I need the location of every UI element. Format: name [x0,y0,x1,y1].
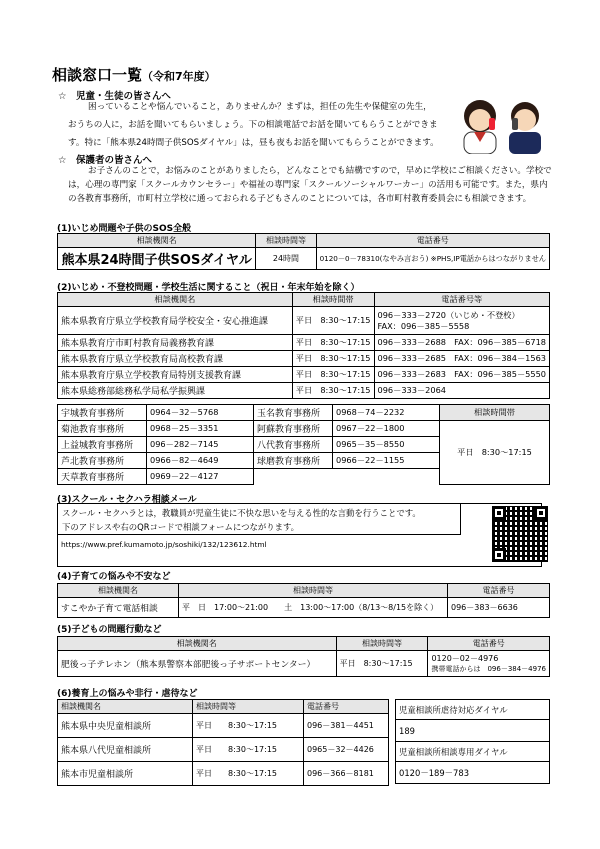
header-name: 相談機関名 [58,293,293,307]
office-name: 玉名教育事務所 [254,405,333,421]
hours: 平日 8:30～17:15 [292,351,374,367]
section-5-label: (5)子どもの問題行動など [57,625,162,635]
section-6-label: (6)養育上の悩みや非行・虐待など [57,689,198,699]
agency-name: 熊本県教育庁県立学校教育局高校教育課 [58,351,293,367]
office-name: 阿蘇教育事務所 [254,421,333,437]
hours: 平日 8:30～17:15 [193,738,304,762]
description-line-2: 下のアドレスや右のQRコードで相談フォームにつながります。 [62,522,300,532]
section-6-side-table [395,699,550,784]
agency-name: 熊本県教育庁県立学校教育局特別支援教育課 [58,367,293,383]
agency-name: 熊本市児童相談所 [58,762,193,786]
header-phone: 電話番号 [304,700,389,714]
phone-number: 096－333－2064 [374,383,549,399]
phone-number: 0120－0－78310(なやみ言おう) ※PHS,IP電話からはつながりません [316,248,549,270]
office-phone: 0964－32－5768 [147,405,254,421]
consultation-url-link[interactable]: https://www.pref.kumamoto.jp/soshiki/132/123612.html [61,540,267,549]
hours: 平 日 17:00～21:00 土 13:00～17:00（8/13～8/15を除く） [179,598,448,618]
phone-number: 096－333－2683 FAX：096－385－5550 [374,367,549,383]
header-name: 相談機関名 [58,234,256,248]
header-hours: 相談時間帯 [292,293,374,307]
section-1-table [57,233,550,270]
agency-name: 熊本県教育庁市町村教育局義務教育課 [58,335,293,351]
office-phone: 0968－25－3351 [147,421,254,437]
hours: 平日 8:30～17:15 [292,307,374,335]
children-phone-illustration [455,94,550,154]
section-3-description [57,503,461,535]
section-6-table [57,699,389,786]
page-title: 相談窓口一覧（令和7年度） [52,66,216,84]
hours: 平日 8:30～17:15 [292,383,374,399]
section-4-label: (4)子育ての悩みや不安など [57,572,171,582]
agency-name: 熊本県八代児童相談所 [58,738,193,762]
students-text-2: おうちの人に，お話を聞いてもらいましょう。下の相談電話でお話を聞いてもらうことができま [68,120,438,130]
hours: 平日 8:30～17:15 [193,714,304,738]
agency-name: 熊本県総務部総務私学局私学振興課 [58,383,293,399]
agency-name: 肥後っ子テレホン（熊本県警察本部肥後っ子サポートセンター） [58,651,337,677]
header-name: 相談機関名 [58,637,337,651]
hours: 平日 8:30～17:15 [193,762,304,786]
agency-name: 熊本県中央児童相談所 [58,714,193,738]
header-phone: 電話番号 [316,234,549,248]
header-phone: 電話番号 [428,637,550,651]
phone-number: 096－383－6636 [448,598,550,618]
phone-number: 096－366－8181 [304,762,389,786]
hotline-name: 児童相談所相談専用ダイヤル [396,742,550,762]
header-phone: 電話番号 [448,584,550,598]
qr-code[interactable] [492,506,548,562]
office-hours: 平日 8:30～17:15 [440,421,550,485]
hotline-name: 児童相談所虐待対応ダイヤル [396,700,550,720]
section-2-table [57,292,550,399]
office-name: 上益城教育事務所 [58,437,147,453]
header-hours: 相談時間等 [179,584,448,598]
header-name: 相談機関名 [58,700,193,714]
section-2-label: (2)いじめ・不登校問題・学校生活に関すること（祝日・年末年始を除く） [57,283,360,293]
hours: 平日 8:30～17:15 [292,367,374,383]
section-1-label: (1)いじめ問題や子供のSOS全般 [57,224,192,234]
header-name: 相談機関名 [58,584,179,598]
section-4-table [57,583,550,618]
students-text-1: 困っていることや悩んでいること，ありませんか？まずは，担任の先生や保健室の先生， [88,102,432,112]
boy-figure [509,102,541,154]
parents-heading: ☆ 保護者の皆さんへ [58,155,152,166]
header-hours: 相談時間等 [256,234,316,248]
students-text-3: す。特に「熊本県24時間子供SOSダイヤル」は，昼も夜もお話を聞いてもらうことができます。 [68,138,439,148]
empty-cell [254,469,440,485]
header-phone: 電話番号等 [374,293,549,307]
header-hours: 相談時間等 [336,637,428,651]
section-3-label: (3)スクール・セクハラ相談メール [57,495,197,505]
description-line-1: スクール・セクハラとは，教職員が児童生徒に不快な思いを与える性的な言動を行うことです。 [62,508,421,518]
parents-text-3: の各教育事務所，市町村立学校に通っておられる子どもさんのことについては，各市町村教育委員会にも相談できます。 [68,194,532,204]
office-phone: 096－282－7145 [147,437,254,453]
office-phone: 0966－22－1155 [333,453,440,469]
office-name: 球磨教育事務所 [254,453,333,469]
header-hours: 相談時間等 [193,700,304,714]
office-name: 芦北教育事務所 [58,453,147,469]
girl-figure [464,100,496,154]
phone-number: 0965－32－4426 [304,738,389,762]
office-name: 宇城教育事務所 [58,405,147,421]
office-phone: 0968－74－2232 [333,405,440,421]
phone-number: 0120－02－4976 携帯電話からは 096－384－4976 [428,651,550,677]
office-phone: 0969－22－4127 [147,469,254,485]
office-name: 菊池教育事務所 [58,421,147,437]
office-hours-heading: 相談時間帯 [440,405,550,421]
education-offices-table [57,404,550,485]
agency-name: 熊本県24時間子供SOSダイヤル [58,248,256,270]
hotline-phone: 189 [396,720,550,742]
office-name: 天草教育事務所 [58,469,147,485]
office-phone: 0966－82－4649 [147,453,254,469]
phone-number: 096－333－2720（いじめ・不登校） FAX：096－385－5558 [374,307,549,335]
hours: 平日 8:30～17:15 [292,335,374,351]
phone-number: 096－333－2688 FAX：096－385－6718 [374,335,549,351]
parents-text-2: は，心理の専門家「スクールカウンセラー」や福祉の専門家「スクールソーシャルワーカー」の活用も可能です。また，県内 [68,180,548,190]
phone-number: 096－381－4451 [304,714,389,738]
agency-name: 熊本県教育庁県立学校教育局学校安全・安心推進課 [58,307,293,335]
hours: 24時間 [256,248,316,270]
section-3-box [57,503,542,567]
office-phone: 0967－22－1800 [333,421,440,437]
hotline-phone: 0120－189－783 [396,762,550,784]
office-name: 八代教育事務所 [254,437,333,453]
students-heading: ☆ 児童・生徒の皆さんへ [58,91,171,102]
section-5-table [57,636,550,677]
phone-number: 096－333－2685 FAX：096－384－1563 [374,351,549,367]
hours: 平日 8:30～17:15 [336,651,428,677]
office-phone: 0965－35－8550 [333,437,440,453]
agency-name: すこやか子育て電話相談 [58,598,179,618]
parents-text-1: お子さんのことで，お悩みのことがありましたら，どんなことでも結構ですので，早めに学校にご相談ください。学校で [88,166,552,176]
